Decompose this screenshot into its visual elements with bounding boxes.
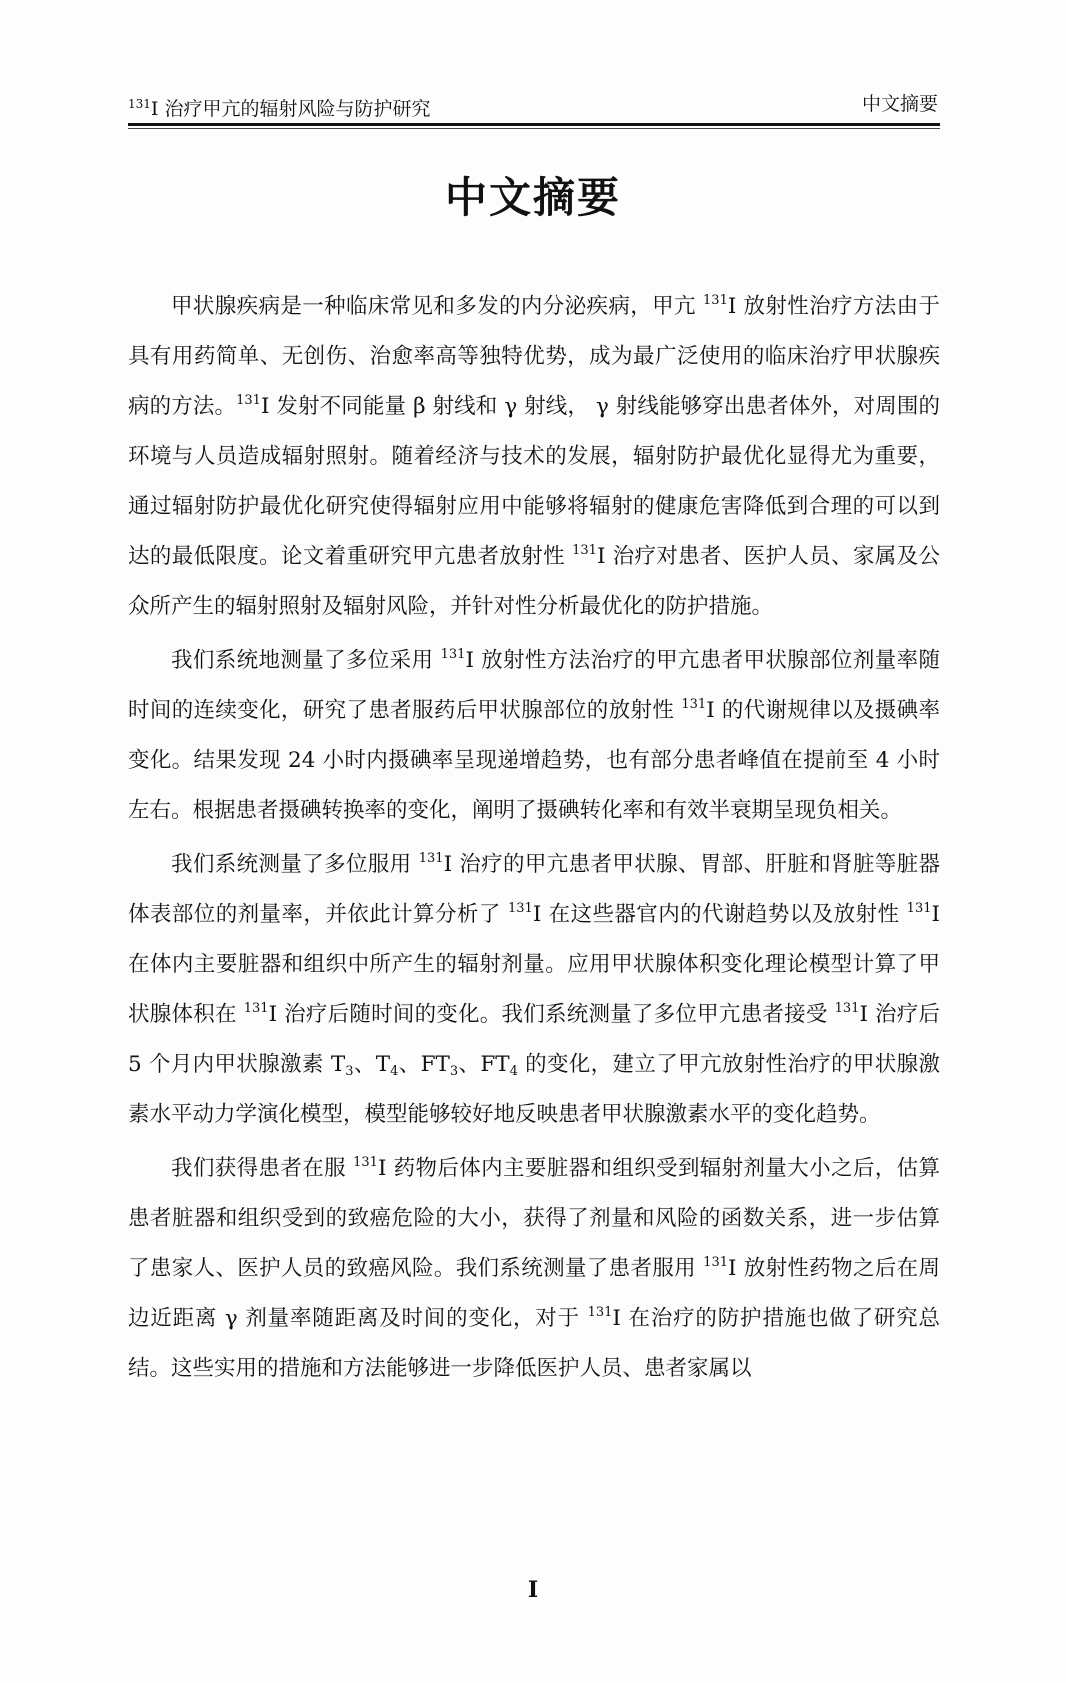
running-header [128, 92, 938, 122]
text-run: I 在这些器官内的代谢趋势以及放射性 [532, 902, 907, 927]
hormone-subscript: 3 [345, 1064, 354, 1079]
hormone-subscript: 3 [449, 1064, 459, 1079]
text-run: 的变化，建立了甲亢放射性治疗的甲状腺激素水平动力学演化模型，模型能够较好地反映患者甲状腺激素水平的变化趋势。 [128, 1052, 941, 1127]
isotope-superscript: 131 [440, 647, 466, 662]
isotope-superscript: 131 [587, 1305, 613, 1320]
text-run: I 治疗后 5 个月内甲状腺激素 T [128, 1002, 941, 1077]
abstract-paragraph [128, 282, 940, 632]
text-run: I 发射不同能量 β 射线和 γ 射线， γ 射线能够穿出患者体外，对周围的环境与人员造成辐射照射。随着经济与技术的发展，辐射防护最优化显得尤为重要，通过辐射防护最优化研究使得辐射应用中能够将辐射的健康危害降低到合理的可以到达的最低限度。论文着重研究甲亢患者放射性 [128, 394, 940, 569]
page-number: I [527, 1577, 539, 1603]
running-header-section: 中文摘要 [861, 93, 938, 115]
text-run: I 放射性方法治疗的甲亢患者甲状腺部位剂量率随时间的连续变化，研究了患者服药后甲状腺部位的放射性 [128, 648, 940, 723]
running-header-title: $^{131}$I 治疗甲亢的辐射风险与防护研究 [128, 97, 431, 120]
abstract-body [128, 282, 940, 1398]
hormone-subscript: 4 [509, 1064, 518, 1079]
isotope-superscript: 131 [703, 293, 728, 308]
text-run: I 在治疗的防护措施也做了研究总结。这些实用的措施和方法能够进一步降低医护人员、患者家属以 [128, 1306, 940, 1381]
text-run: I 放射性药物之后在周边近距离 γ 剂量率随距离及时间的变化，对于 [128, 1256, 941, 1331]
text-run: 、T [353, 1052, 391, 1077]
text-run: I 治疗对患者、医护人员、家属及公众所产生的辐射照射及辐射风险，并针对性分析最优化的防护措施。 [128, 544, 940, 619]
header-rule [128, 123, 940, 126]
text-run: I 的代谢规律以及摄碘率变化。结果发现 24 小时内摄碘率呈现递增趋势，也有部分患者峰值在提前至 4 小时左右。根据患者摄碘转换率的变化，阐明了摄碘转化率和有效半衰期呈现负相关。 [128, 698, 940, 823]
abstract-paragraph [128, 636, 940, 836]
isotope-superscript: 131 [418, 851, 444, 866]
text-run: 甲状腺疾病是一种临床常见和多发的内分泌疾病，甲亢 [171, 294, 704, 319]
isotope-superscript: 131 [243, 1001, 269, 1016]
isotope-superscript: 131 [572, 543, 597, 558]
text-run: I 药物后体内主要脏器和组织受到辐射剂量大小之后，估算患者脏器和组织受到的致癌危险的大小，获得了剂量和风险的函数关系，进一步估算了患家人、医护人员的致癌风险。我们系统测量了患者服用 [128, 1156, 940, 1281]
isotope-superscript: 131 [353, 1155, 378, 1170]
isotope-superscript: 131 [703, 1255, 729, 1270]
isotope-superscript: 131 [906, 901, 932, 916]
text-run: I 放射性治疗方法由于具有用药简单、无创伤、治愈率高等独特优势，成为最广泛使用的临床治疗甲状腺疾病的方法。 [128, 294, 940, 419]
isotope-superscript: 131 [681, 697, 707, 712]
text-run: 、FT [398, 1052, 450, 1077]
isotope-superscript: 131 [508, 901, 533, 916]
text-run: I 治疗后随时间的变化。我们系统测量了多位甲亢患者接受 [268, 1002, 835, 1027]
isotope-superscript: 131 [834, 1001, 860, 1016]
text-run: I 在体内主要脏器和组织中所产生的辐射剂量。应用甲状腺体积变化理论模型计算了甲状腺体积在 [128, 902, 940, 1027]
hormone-subscript: 4 [390, 1064, 399, 1079]
text-run: 我们获得患者在服 [171, 1156, 354, 1181]
abstract-paragraph [128, 1144, 940, 1394]
header-rule-thin [128, 128, 940, 129]
isotope-superscript: 131 [128, 97, 151, 111]
text-run: 、FT [458, 1052, 510, 1077]
text-run: I 治疗的甲亢患者甲状腺、胃部、肝脏和肾脏等脏器体表部位的剂量率，并依此计算分析了 [128, 852, 940, 927]
text-run: 我们系统测量了多位服用 [171, 852, 419, 877]
isotope-superscript: 131 [236, 393, 261, 408]
abstract-paragraph [128, 840, 940, 1140]
text-run: 我们系统地测量了多位采用 [171, 648, 441, 673]
page-title: 中文摘要 [444, 173, 621, 222]
